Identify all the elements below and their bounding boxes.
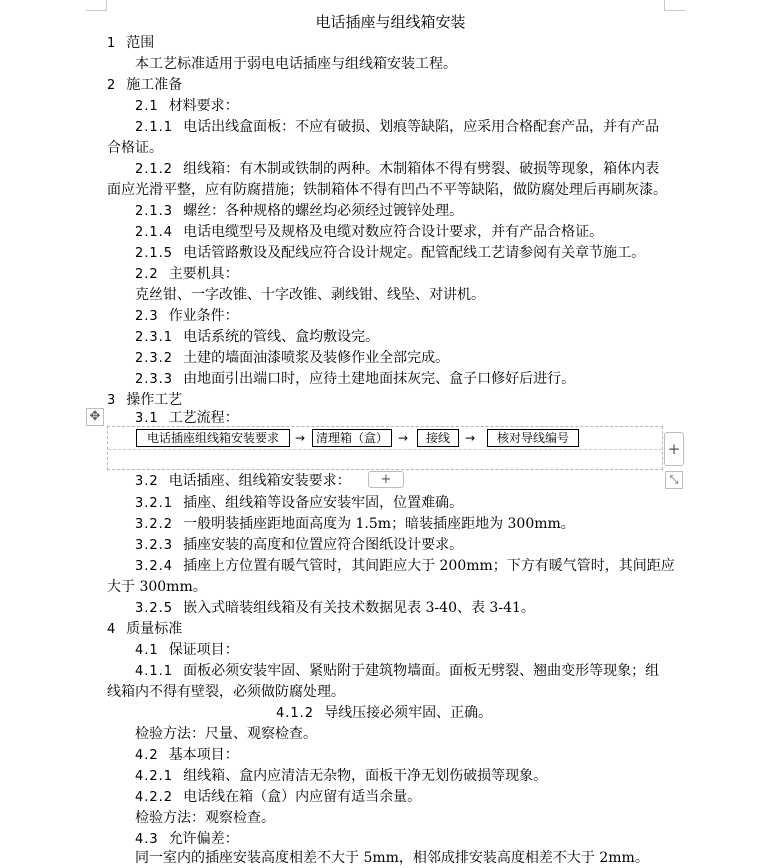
section-number: 2.1.2 [135,162,174,177]
item-text: 电话出线盒面板：不应有破损、划痕等缺陷，应采用合格配套产品，并有产品 [183,119,660,135]
item-text: 插座上方位置有暖气管时，其间距应大于 200mm；下方有暖气管时，其间距应 [183,558,675,574]
section-number: 2.2 [135,267,159,282]
item-text: 导线压接必须牢固、正确。 [324,705,493,721]
section-number: 2.3.3 [135,372,174,387]
item-continuation: 大于 300mm。 [107,579,207,595]
paragraph: 检验方法：观察检查。 [135,810,275,826]
item [135,787,421,808]
section-number: 2.1.3 [135,204,174,219]
section-number: 1 [107,36,117,51]
flow-step-2: 清理箱（盒） [312,429,392,447]
section-number: 4.2.2 [135,790,174,805]
table-row-divider [108,449,662,450]
item-continuation: 线箱内不得有壁裂，必须做防腐处理。 [107,684,345,700]
item [135,201,463,222]
section-number: 2.1.1 [135,120,174,135]
section-number: 4.2.1 [135,769,174,784]
heading-2 [107,75,182,96]
item-text: 嵌入式暗装组线箱及有关技术数据见表 3-40、表 3-41。 [183,600,535,616]
subheading [135,306,239,327]
item-text: 插座安装的高度和位置应符合图纸设计要求。 [183,537,464,553]
item-text: 作业条件： [168,308,239,324]
item-continuation: 面应光滑平整，应有防腐措施；铁制箱体不得有凹凸不平等缺陷，做防腐处理后再刷灰漆。 [107,182,667,198]
item [135,556,675,577]
section-number: 3.2.4 [135,559,174,574]
heading-text: 质量标准 [126,621,183,637]
paragraph: 检验方法：尺量、观察检查。 [135,726,317,742]
section-number: 2.3 [135,309,159,324]
item-text: 电话系统的管线、盒均敷设完。 [183,329,380,345]
item [135,535,463,556]
item-text: 电话电缆型号及规格及电缆对数应符合设计要求，并有产品合格证。 [183,224,604,240]
table-move-handle[interactable]: ✥ [86,408,104,426]
subheading [135,264,239,285]
subheading [135,640,239,661]
table-resize-handle[interactable]: ⤡ [665,471,683,489]
heading-text: 范围 [126,35,155,51]
margin-mark-right [664,0,685,11]
section-number: 3 [107,393,117,408]
item-text: 由地面引出端口时，应待土建地面抹灰完、盒子口修好后进行。 [183,371,576,387]
subheading [135,745,239,766]
section-number: 3.2.5 [135,601,174,616]
paragraph: 克丝钳、一字改锥、十字改锥、剥线钳、线坠、对讲机。 [135,287,485,303]
heading-1 [107,33,154,54]
section-number: 3.2.3 [135,538,174,553]
add-column-button[interactable]: + [664,432,684,466]
section-number: 4.1.1 [135,664,174,679]
section-number: 2.3.2 [135,351,174,366]
item [135,493,463,514]
add-row-button[interactable]: + [368,471,404,488]
section-number: 4.1.2 [276,706,315,721]
item-text: 电话插座、组线箱安装要求： [168,473,351,489]
item [135,369,575,390]
item-text: 螺丝：各种规格的螺丝均必须经过镀锌处理。 [183,203,464,219]
item-text: 主要机具： [168,266,239,282]
item [135,243,645,264]
section-number: 3.1 [135,411,159,426]
subheading [135,96,239,117]
section-number: 2.1.5 [135,246,174,261]
section-number: 4.1 [135,643,159,658]
item [135,598,535,619]
section-number: 4.2 [135,748,159,763]
section-number: 2.1 [135,99,159,114]
document-title: 电话插座与组线箱安装 [315,13,466,31]
item [135,222,603,243]
item-text: 插座、组线箱等设备应安装牢固，位置难确。 [183,495,464,511]
paragraph: 同一室内的插座安装高度相差不大于 5mm，相邻成排安装高度相差不大于 2mm。 [135,850,649,866]
section-number: 4.3 [135,832,159,847]
item [135,348,449,369]
item-text: 材料要求： [168,98,239,114]
item-text: 面板必须安装牢固、紧贴附于建筑物墙面。面板无劈裂、翘曲变形等现象；组 [183,663,660,679]
item-text: 允许偏差： [168,831,239,847]
heading-text: 施工准备 [126,77,183,93]
section-number: 2.3.1 [135,330,174,345]
item [135,117,659,138]
item [135,661,659,682]
item-continuation: 合格证。 [107,140,163,156]
paragraph: 本工艺标准适用于弱电电话插座与组线箱安装工程。 [135,56,457,72]
item [276,703,492,724]
section-number: 2.1.4 [135,225,174,240]
item-text: 电话线在箱（盒）内应留有适当余量。 [183,789,422,805]
item-text: 基本项目： [168,747,239,763]
heading-4 [107,619,182,640]
section-number: 3.2.2 [135,517,174,532]
item [135,327,379,348]
section-number: 3.2 [135,474,159,489]
section-number: 2 [107,78,117,93]
flow-step-3: 接线 [417,429,459,447]
item [135,766,547,787]
item [135,159,659,180]
flow-arrow-3: → [465,431,476,445]
item-text: 工艺流程： [168,410,239,426]
margin-mark-left [86,0,107,11]
flow-arrow-1: → [295,431,306,445]
section-number: 4 [107,622,117,637]
item [135,514,575,535]
item-text: 保证项目： [168,642,239,658]
flow-arrow-2: → [398,431,409,445]
item-text: 组线箱：有木制或铁制的两种。木制箱体不得有劈裂、破损等现象，箱体内表 [183,161,660,177]
heading-text: 操作工艺 [126,392,183,408]
flow-step-1: 电话插座组线箱安装要求 [136,429,290,447]
item-text: 组线箱、盒内应清洁无杂物，面板干净无划伤破损等现象。 [183,768,548,784]
item-text: 一般明装插座距地面高度为 1.5m；暗装插座距地为 300mm。 [183,516,575,532]
item-text: 土建的墙面油漆喷浆及装修作业全部完成。 [183,350,450,366]
item-text: 电话管路敷设及配线应符合设计规定。配管配线工艺请参阅有关章节施工。 [183,245,646,261]
flow-step-4: 核对导线编号 [487,429,579,447]
section-number: 3.2.1 [135,496,174,511]
subheading [135,829,239,850]
subheading [135,471,351,492]
